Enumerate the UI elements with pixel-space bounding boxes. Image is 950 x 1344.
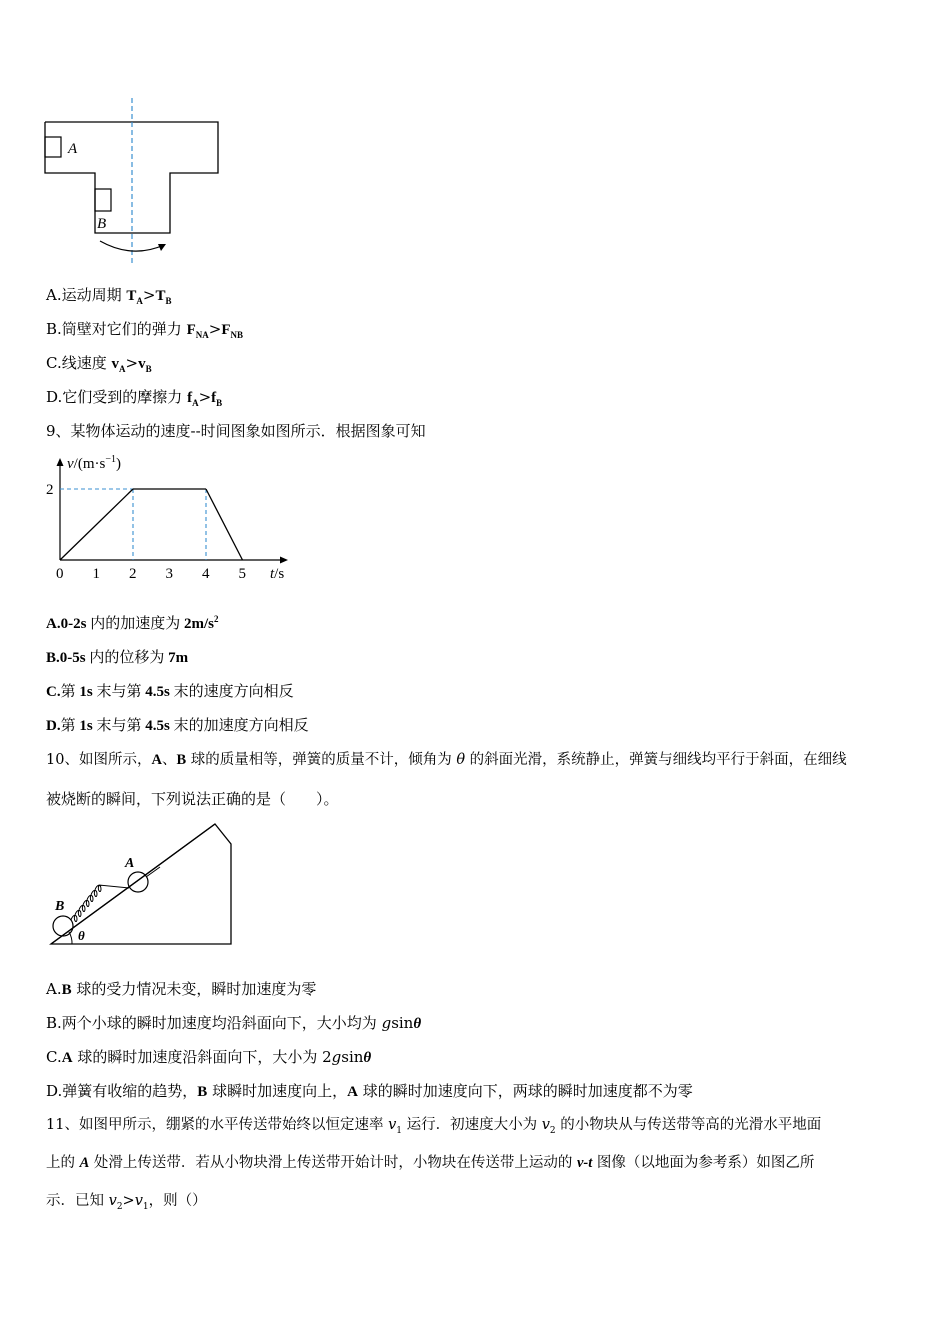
- x-tick-label: 1: [92, 566, 100, 582]
- incline-figure: [45, 818, 245, 950]
- x-tick-label: 2: [129, 566, 137, 582]
- velocity-time-chart: [40, 448, 300, 590]
- x-tick-label: 4: [202, 566, 210, 582]
- y-axis-label: $v/(m\cdot s^{-1})$: [67, 454, 121, 472]
- ball-a: [128, 872, 148, 892]
- label-ball-a: A: [125, 856, 135, 871]
- string: [146, 867, 160, 877]
- q9-option-d: D.第 1s 末与第 4.5s 末的加速度方向相反: [46, 718, 309, 734]
- y-tick-label: 2: [46, 482, 54, 498]
- series-segment: [60, 489, 133, 560]
- x-axis-label: t/s: [270, 566, 285, 582]
- label-a: A: [68, 141, 78, 157]
- block-a: [45, 137, 61, 157]
- q8-option-b: B.筒壁对它们的弹力 $F_{NA}>F_{NB}$: [46, 320, 244, 340]
- q11-line1: 11、如图甲所示，绷紧的水平传送带始终以恒定速率 $v_1$ 运行．初速度大小为 $v_2$ 的小物块从与传送带等高的光滑水平地面: [46, 1117, 822, 1136]
- incline: [51, 824, 231, 944]
- q10-option-a: A.B 球的受力情况未变，瞬时加速度为零: [46, 980, 317, 998]
- block-b: [95, 189, 111, 211]
- q9-option-a: A.0-2s 内的加速度为 $2m/s^2$: [46, 614, 219, 632]
- x-axis-arrow: [280, 557, 288, 564]
- q9-option-b: B.0-5s 内的位移为 7m: [46, 650, 189, 666]
- q10-option-b: B.两个小球的瞬时加速度均沿斜面向下，大小均为 gsinθ: [46, 1014, 422, 1032]
- q9-stem: 9、某物体运动的速度--时间图象如图所示．根据图象可知: [46, 422, 426, 440]
- q10-stem-line2: 被烧断的瞬间，下列说法正确的是（ ）。: [46, 790, 339, 808]
- q10-stem-line1: 10、如图所示，A、B 球的质量相等，弹簧的质量不计，倾角为 θ 的斜面光滑，系统静止，弹簧与细线均平行于斜面，在细线: [46, 752, 847, 768]
- q8-option-d: D.它们受到的摩擦力 $f_A>f_B$: [46, 388, 223, 408]
- q10-option-d: D.弹簧有收缩的趋势，B 球瞬时加速度向上，A 球的瞬时加速度向下，两球的瞬时加速度都不为零: [46, 1082, 693, 1100]
- spring: [71, 885, 129, 922]
- x-tick-label: 0: [56, 566, 64, 582]
- q10-option-c: C.A 球的瞬时加速度沿斜面向下，大小为 2gsinθ: [46, 1048, 372, 1066]
- x-tick-label: 5: [238, 566, 246, 582]
- series-segment: [206, 489, 243, 560]
- y-axis-arrow: [57, 458, 64, 466]
- rotating-container-figure: [40, 95, 230, 265]
- q11-line2: 上的 A 处滑上传送带．若从小物块滑上传送带开始计时，小物块在传送带上运动的 v-t 图像（以地面为参考系）如图乙所: [46, 1155, 815, 1171]
- label-ball-b: B: [55, 899, 65, 914]
- q9-option-c: C.第 1s 末与第 4.5s 末的速度方向相反: [46, 684, 294, 700]
- x-tick-label: 3: [165, 566, 173, 582]
- q8-option-a: A.运动周期 $T_A>T_B$: [46, 286, 172, 306]
- label-b: B: [97, 216, 107, 232]
- angle-arc: [69, 932, 72, 944]
- q11-line3: 示．已知 $v_2>v_1$，则（）: [46, 1193, 207, 1212]
- incline-surface: [51, 824, 215, 944]
- q8-option-c: C.线速度 $v_A>v_B$: [46, 354, 152, 374]
- label-theta: θ: [78, 928, 85, 943]
